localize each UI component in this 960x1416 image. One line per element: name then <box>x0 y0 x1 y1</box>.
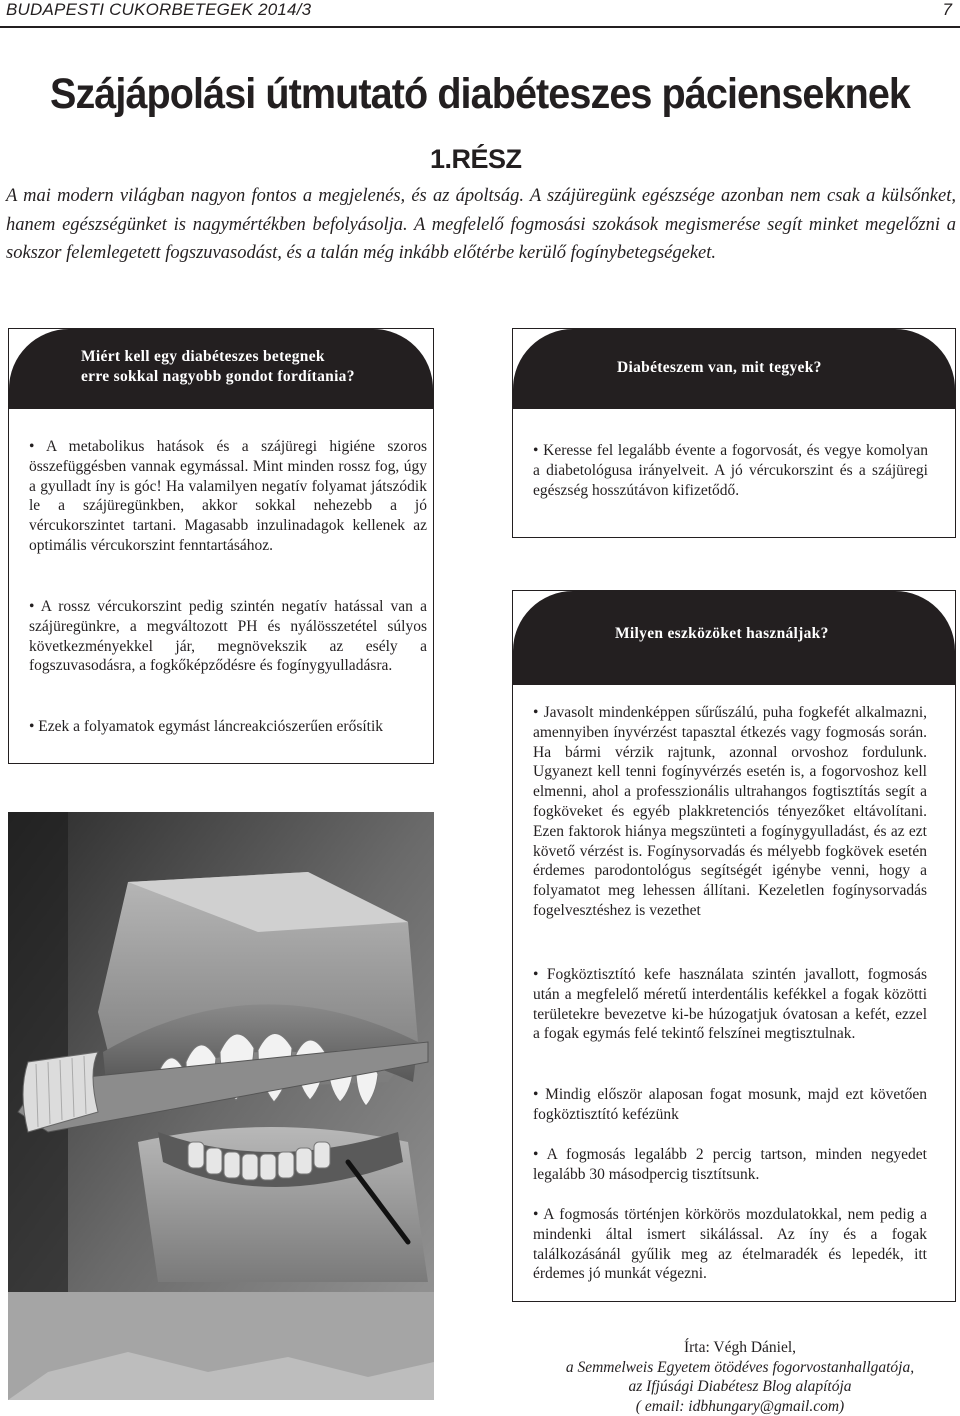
article-part: 1.RÉSZ <box>430 144 522 175</box>
author-email: ( email: idbhungary@gmail.com) <box>540 1397 940 1416</box>
box-why-heading-line2: erre sokkal nagyobb gondot fordítania? <box>81 367 355 387</box>
box-tools-item-1: • Javasolt mindenképpen sűrűszálú, puha fogkefét alkalmazni, amennyiben ínyvérzést tapasztal étkezés vagy fogmosás során. Ha bármi vérzik rajtunk, azonnal orvoshoz fordulunk. Ugyanezt kell tenni fogínyvérzés esetén is, a fogorvoshoz kell elmenni, ahol a professzionális ultrahangos fogtisztítás segít a fogköveket és egyéb plakkretenciós tényezőket eltávolítani. Ezen faktorok hiánya megszünteti a fogínygyulladást, és az ezt követő vérzést is. Fogínysorvadás és mélyebb fogkövek esetén érdemes parodontológus segítségét igénybe venni, hogy a folyamatot meg lehessen állítani. Kezeletlen fogínysorvadás fogelvesztéshez is vezethet <box>533 703 927 921</box>
journal-title: BUDAPESTI CUKORBETEGEK 2014/3 <box>6 0 311 20</box>
box-tools-item-3: • Mindig először alaposan fogat mosunk, majd ezt követően fogköztisztító kefézünk <box>533 1085 927 1125</box>
box-tools-item-4: • A fogmosás legalább 2 percig tartson, minden negyedet legalább 30 másodpercig tisztítsunk. <box>533 1145 927 1185</box>
page-header <box>0 0 960 28</box>
box-tools <box>512 590 956 1302</box>
box-why-item-3: • Ezek a folyamatok egymást láncreakciószerűen erősítik <box>29 717 427 737</box>
box-diabetes <box>512 328 956 538</box>
box-tools-item-2: • Fogköztisztító kefe használata szintén javallott, fogmosás után a megfelelő méretű interdentális kefékkel a fogak közötti területekre bevezetve ki-be húzogatjuk óvatosan a kefét, ezzel a fogak egymás felé tekintő felszínei megtisztulnak. <box>533 965 927 1044</box>
box-tools-heading: Milyen eszközöket használjak? <box>513 591 955 685</box>
box-tools-item-5: • A fogmosás történjen körkörös mozdulatokkal, nem pedig a mindenki által ismert sikálással. Az íny és a fogak találkozásánál gyűlik meg az ételmaradék és lepedék, itt érdemes jó munkát végezni. <box>533 1205 927 1284</box>
box-diabetes-heading: Diabéteszem van, mit tegyek? <box>513 329 955 409</box>
box-why-heading-line1: Miért kell egy diabéteszes betegnek <box>81 347 355 367</box>
page-number: 7 <box>943 0 952 20</box>
box-why-diabetic <box>8 328 434 764</box>
author-affiliation: a Semmelweis Egyetem ötödéves fogorvostanhallgatója, <box>540 1358 940 1378</box>
box-diabetes-text: • Keresse fel legalább évente a fogorvosát, és vegye komolyan a diabetológusa irányelveit. A jó vércukorszint és a szájüregi egészség hosszútávon kifizetődő. <box>533 441 928 500</box>
box-why-item-2: • A rossz vércukorszint pedig szintén negatív hatással van a szájüregünkre, a megváltozott PH és nyálösszetétel súlyos következményekkel jár, megnövekszik az esély a fogszuvasodásra, a fogkőképződésre és fogínygyulladásra. <box>29 597 427 676</box>
author-signature <box>540 1338 940 1416</box>
box-why-heading <box>9 329 433 409</box>
author-name: Írta: Végh Dániel, <box>540 1338 940 1358</box>
author-blog: az Ifjúsági Diabétesz Blog alapítója <box>540 1377 940 1397</box>
box-why-item-1: • A metabolikus hatások és a szájüregi higiéne szoros összefüggésben vannak egymással. Mint minden rossz fog, úgy a gyulladt íny is góc! Ha valamilyen negatív folyamat játszódik le a szájüregünkben, akkor sokkal nehezebb a jó vércukorszintet tartani. Magasabb inzulinadagok kellenek az optimális vércukorszint fenntartásához. <box>29 437 427 556</box>
dental-model-photo <box>8 812 434 1400</box>
article-intro: A mai modern világban nagyon fontos a megjelenés, és az ápoltság. A szájüregünk egészsége azonban nem csak a külsőnket, hanem egészségünket is nagymértékben befolyásolja. A megfelelő fogmosási szokások megismerése segít minket megelőzni a sokszor felemlegetett fogszuvasodást, és a talán még inkább előtérbe kerülő fogínybetegségeket. <box>6 182 956 268</box>
article-title: Szájápolási útmutató diabéteszes pácienseknek <box>38 70 921 119</box>
